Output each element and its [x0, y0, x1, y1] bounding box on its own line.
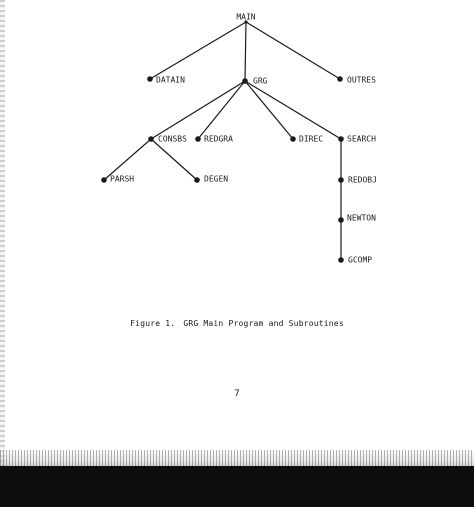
- node-dot-degen: [194, 177, 200, 183]
- node-label-grg: GRG: [253, 76, 268, 86]
- edge-grg-consbs: [151, 81, 245, 139]
- node-label-parsh: PARSH: [110, 174, 135, 184]
- edge-consbs-degen: [151, 139, 197, 180]
- node-label-outres: OUTRES: [347, 75, 376, 85]
- figure-caption: [0, 319, 474, 328]
- node-dot-search: [338, 136, 344, 142]
- node-label-direc: DIREC: [299, 134, 324, 144]
- node-dot-gcomp: [338, 257, 344, 263]
- edge-main-outres: [246, 22, 340, 79]
- node-label-datain: DATAIN: [156, 75, 185, 85]
- scan-border-bottom: [0, 466, 474, 507]
- node-dot-newton: [338, 217, 344, 223]
- edge-main-grg: [245, 22, 246, 81]
- node-label-search: SEARCH: [347, 134, 376, 144]
- edge-grg-redgra: [198, 81, 245, 139]
- node-label-main: MAIN: [236, 12, 256, 22]
- edge-main-datain: [150, 22, 246, 79]
- node-dot-grg: [242, 78, 248, 84]
- node-label-redgra: REDGRA: [204, 134, 233, 144]
- edge-grg-direc: [245, 81, 293, 139]
- node-label-degen: DEGEN: [204, 174, 229, 184]
- node-dot-redobj: [338, 177, 344, 183]
- node-dot-outres: [337, 76, 343, 82]
- node-label-gcomp: GCOMP: [348, 255, 373, 265]
- caption-figure-number: Figure 1.: [130, 319, 176, 328]
- node-dot-consbs: [148, 136, 154, 142]
- node-dot-parsh: [101, 177, 107, 183]
- caption-text: GRG Main Program and Subroutines: [183, 319, 344, 328]
- page-number: 7: [234, 389, 240, 399]
- node-label-redobj: REDOBJ: [348, 175, 377, 185]
- node-dot-datain: [147, 76, 153, 82]
- edge-grg-search: [245, 81, 341, 139]
- node-label-newton: NEWTON: [347, 213, 376, 223]
- node-dot-redgra: [195, 136, 201, 142]
- node-label-consbs: CONSBS: [158, 134, 187, 144]
- node-dot-direc: [290, 136, 296, 142]
